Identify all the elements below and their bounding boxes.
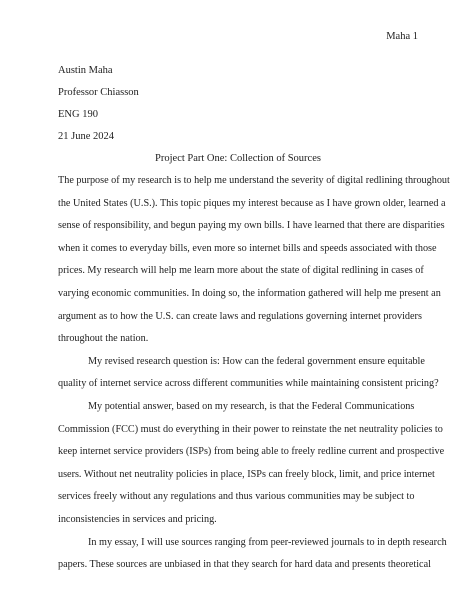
paragraph-line: keep internet service providers (ISPs) from being able to freely redline current and prospective	[58, 446, 445, 458]
paragraph-line: varying economic communities. In doing so, the information gathered will help me present an	[58, 287, 441, 299]
paragraph-line: My revised research question is: How can the federal government ensure equitable	[88, 355, 425, 367]
paragraph-line: papers. These sources are unbiased in that they search for hard data and presents theoretical	[58, 559, 431, 571]
course-name: ENG 190	[58, 109, 98, 120]
paragraph-line: The purpose of my research is to help me understand the severity of digital redlining throughout	[58, 175, 450, 186]
paragraph-potential-answer	[58, 396, 445, 532]
author-name: Austin Maha	[58, 65, 113, 76]
paragraph-line: argument as to how the U.S. can create laws and regulations governing internet providers	[58, 310, 422, 322]
professor-name: Professor Chiasson	[58, 87, 139, 98]
paragraph-line: Commission (FCC) must do everything in their power to reinstate the net neutrality policies to	[58, 423, 443, 435]
document-body	[58, 170, 450, 577]
paragraph-research-question	[58, 351, 439, 396]
paragraph-line: sense of responsibility, and begun paying my own bills. I have learned that there are disparities	[58, 220, 445, 232]
paragraph-line: prices. My research will help me learn more about the state of digital redlining in cases of	[58, 265, 424, 277]
document-title: Project Part One: Collection of Sources	[155, 153, 321, 164]
paragraph-purpose	[58, 170, 450, 351]
paragraph-line: inconsistencies in services and pricing.	[58, 513, 217, 525]
paragraph-line: In my essay, I will use sources ranging from peer-reviewed journals to in depth research	[88, 536, 447, 548]
paragraph-line: when it comes to everyday bills, even more so internet bills and speeds associated with those	[58, 242, 437, 254]
running-head: Maha 1	[386, 31, 418, 42]
paragraph-line: users. Without net neutrality policies in place, ISPs can freely block, limit, and price internet	[58, 468, 435, 480]
document-date: 21 June 2024	[58, 131, 114, 142]
paragraph-line: My potential answer, based on my research, is that the Federal Communications	[88, 400, 415, 412]
heading-block	[58, 60, 418, 148]
paragraph-line: quality of internet service across different communities while maintaining consistent pricing?	[58, 378, 439, 390]
paragraph-line: throughout the nation.	[58, 333, 149, 345]
paragraph-line: the United States (U.S.). This topic piques my interest because as I have grown older, learned a	[58, 197, 446, 209]
paragraph-sources	[58, 532, 447, 577]
paragraph-line: services freely without any regulations and thus various communities may be subject to	[58, 491, 415, 503]
